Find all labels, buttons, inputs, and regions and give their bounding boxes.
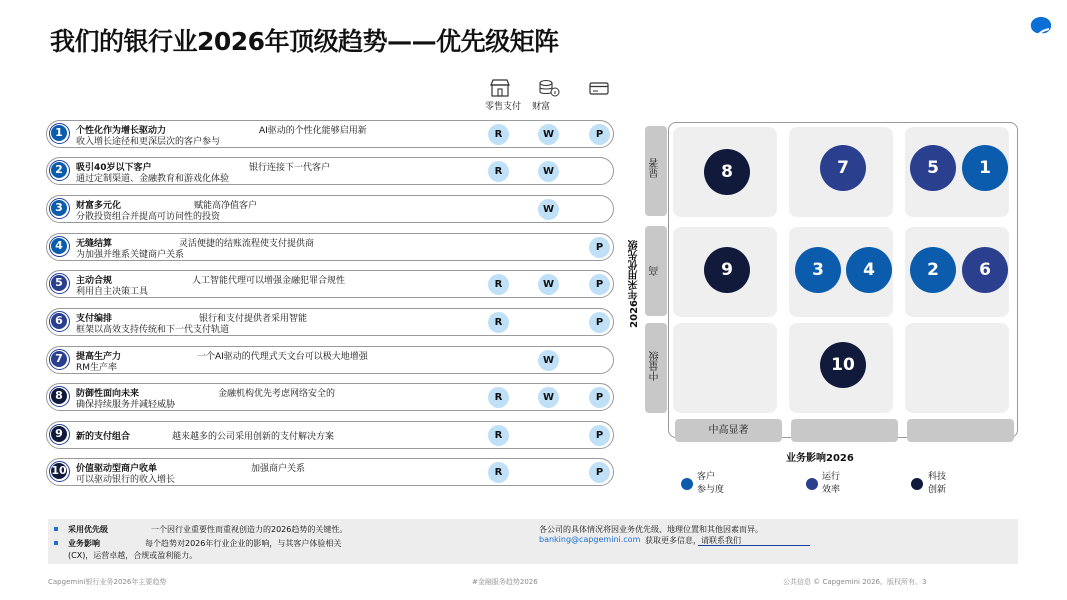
footer-copyright: 公共信息 © Capgemini 2026。版权所有。3 [783,578,927,586]
trend-number-badge [49,424,70,445]
legend-text-technology: 科技 创新 [928,472,947,495]
trend-bubble: 5 [910,145,956,191]
trend-description: RM生产率 [76,363,118,373]
segment-tag: R [488,425,509,446]
trend-number-badge [49,461,70,482]
segment-tag: R [488,274,509,295]
trend-number-badge [49,160,70,181]
segment-tag: P [589,425,610,446]
trend-description: 通过定制渠道、金融教育和游戏化体验 [76,174,230,184]
trend-number: 10 [51,464,67,477]
trend-number: 4 [51,238,67,254]
note-text-adoption: 一个因行业重要性而重视创造力的2026趋势的关键性。 [151,525,348,534]
trend-title: 价值驱动型商户收单 [76,464,158,474]
trend-number: 2 [51,162,67,178]
segment-tag: P [589,312,610,333]
trend-number: 1 [51,125,67,141]
segment-tag: P [589,124,610,145]
trend-row [46,346,614,374]
credit-card-icon [588,79,610,97]
segment-tag: P [589,387,610,408]
trend-summary: 银行和支付提供者采用智能 [199,314,308,324]
trend-row [46,233,614,261]
priority-matrix [668,122,1018,438]
trend-number: 9 [51,426,67,442]
trend-description: 分散投资组合并提高可访问性的投资 [76,212,221,222]
coins-info-icon [538,79,560,97]
footer-left: Capgemini银行业务2026年主要趋势 [48,578,167,586]
trend-bubble: 6 [962,247,1008,293]
trend-number: 8 [51,388,67,404]
trend-summary: 人工智能代理可以增强金融犯罪合规性 [192,276,346,286]
trend-title: 财富多元化 [76,201,122,211]
trend-bubble: 4 [846,247,892,293]
note-text-impact-2: (CX)，运营卓越，合规或盈利能力。 [68,551,198,560]
page-title: 我们的银行业2026年顶级趋势——优先级矩阵 [50,27,559,56]
segment-tag: W [538,387,559,408]
capgemini-spade-logo [1028,14,1054,40]
y-label-significant: 显著 [645,126,667,216]
segment-tag: R [488,312,509,333]
segment-tag: R [488,462,509,483]
bullet [54,527,58,531]
trend-title: 无缝结算 [76,239,113,249]
trend-bubble: 10 [820,342,866,388]
contact-us-text: 获取更多信息，请联系我们 [645,536,741,545]
trend-summary: 灵活便捷的结账流程使支付提供商 [179,239,315,249]
legend-dot-operations [806,478,818,490]
column-label-wealth: 财富 [532,102,551,112]
trend-bubble: 2 [910,247,956,293]
trend-summary: 加强商户关系 [251,464,306,474]
note-text-impact: 每个趋势对2026年行业企业的影响，与其客户体验相关 [145,539,342,548]
segment-tag: P [589,462,610,483]
trend-row [46,421,614,449]
trend-bubble: 3 [795,247,841,293]
legend-dot-customer [681,478,693,490]
trend-number-badge [49,386,70,407]
trend-summary: 银行连接下一代客户 [249,163,331,173]
segment-tag: P [589,274,610,295]
legend-text-operations: 运行 效率 [822,472,841,495]
trend-title: 吸引40岁以下客户 [76,163,152,173]
contact-email-link[interactable]: banking@capgemini.com [539,535,641,544]
trend-description: 收入增长途径和更深层次的客户参与 [76,137,221,147]
segment-tag: R [488,124,509,145]
trend-row [46,157,614,185]
trend-number-badge [49,273,70,294]
trend-description: 利用自主决策工具 [76,287,149,297]
trend-title: 主动合规 [76,276,113,286]
segment-tag: W [538,274,559,295]
store-icon [489,79,511,97]
segment-tag: W [538,124,559,145]
trend-row [46,383,614,411]
trend-number-badge [49,198,70,219]
segment-tag: W [538,161,559,182]
trend-number: 6 [51,313,67,329]
trend-title: 个性化作为增长驱动力 [76,126,167,136]
trend-number: 3 [51,200,67,216]
segment-tag: W [538,350,559,371]
underline-divider [698,545,810,546]
trend-title: 新的支付组合 [76,432,131,442]
x-label-3 [907,419,1014,442]
trend-title: 提高生产力 [76,352,122,362]
trend-number: 5 [51,275,67,291]
trend-summary: 越来越多的公司采用创新的支付解决方案 [172,432,335,442]
trend-description: 可以驱动银行的收入增长 [76,475,176,485]
trend-title: 支付编排 [76,314,113,324]
trend-row [46,270,614,298]
trend-bubble: 9 [704,247,750,293]
trend-summary: 金融机构优先考虑网络安全的 [218,389,336,399]
legend-text-customer: 客户 参与度 [697,472,725,495]
note-label-adoption: 采用优先级 [68,525,108,534]
y-axis-title: 2026年采用优先级 [629,240,640,328]
footer-hashtag: #金融服务趋势2026 [472,578,538,586]
bullet [54,541,58,545]
matrix-cell [673,323,777,413]
trend-summary: 赋能高净值客户 [194,201,258,211]
trend-summary: 一个AI驱动的代理式天文台可以极大地增强 [197,352,368,362]
trend-number-badge [49,236,70,257]
y-label-medium: 中量级 [645,323,667,413]
x-axis-title: 业务影响2026 [786,453,854,464]
column-label-retail-payments: 零售支付 [485,102,522,112]
x-label-2 [791,419,898,442]
y-label-high: 高 [645,226,667,316]
trend-bubble: 1 [962,145,1008,191]
trend-number-badge [49,311,70,332]
trend-number-badge [49,349,70,370]
notes-box [48,519,1018,564]
trend-row [46,308,614,336]
segment-tag: W [538,199,559,220]
trend-number-badge [49,123,70,144]
trend-row [46,458,614,486]
trend-number: 7 [51,351,67,367]
trend-description: 确保持续服务并减轻威胁 [76,400,176,410]
trend-bubble: 8 [704,149,750,195]
trend-description: 框架以高效支持传统和下一代支付轨道 [76,325,230,335]
segment-tag: P [589,237,610,258]
trend-row [46,120,614,148]
trend-description: 为加强并维系关键商户关系 [76,250,185,260]
trend-bubble: 7 [820,145,866,191]
segment-tag: R [488,161,509,182]
trend-row [46,195,614,223]
segment-tag: R [488,387,509,408]
matrix-cell [905,323,1009,413]
trend-summary: AI驱动的个性化能够启用新 [259,126,367,136]
legend-dot-technology [911,478,923,490]
trend-title: 防御性面向未来 [76,389,140,399]
x-label-medium-high: 中高显著 [675,419,782,442]
note-disclaimer: 各公司的具体情况将因业务优先级、地理位置和其他因素而异。 [539,525,763,534]
note-label-impact: 业务影响 [68,539,100,548]
